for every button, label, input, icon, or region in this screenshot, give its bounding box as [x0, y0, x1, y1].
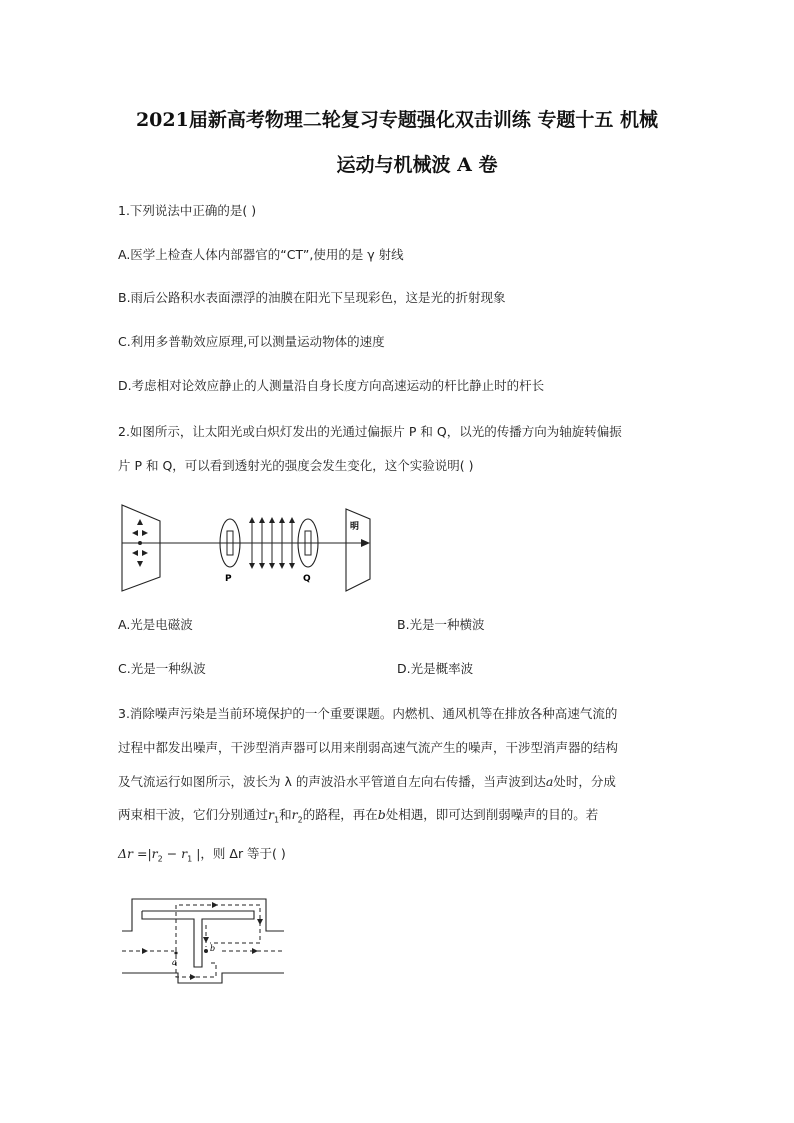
light-source-plate	[122, 505, 160, 591]
q3-stem-line3: 及气流运行如图所示，波长为 λ 的声波沿水平管道自左向右传播，当声波到达a处时，分成	[118, 774, 616, 789]
label-a: a	[172, 958, 177, 967]
q3-stem-line4: 两束相干波，它们分别通过$r_1$和$r_2$的路程，再在b处相遇，即可达到削弱噪声的目的。若	[118, 807, 599, 825]
label-bright: 明	[350, 522, 360, 532]
q1-option-a: A.医学上检查人体内部器官的“CT”,使用的是 γ 射线	[118, 247, 404, 262]
q1-option-d: D.考虑相对论效应静止的人测量沿自身长度方向高速运动的杆比静止时的杆长	[118, 378, 545, 393]
q1-option-b: B.雨后公路积水表面漂浮的油膜在阳光下呈现彩色，这是光的折射现象	[118, 290, 506, 305]
var-b: b	[377, 807, 386, 822]
label-q: Q	[303, 574, 311, 584]
q2-option-a: A.光是电磁波	[118, 617, 193, 632]
q1-option-c: C.利用多普勒效应原理,可以测量运动物体的速度	[118, 334, 385, 349]
point-b	[204, 949, 208, 953]
axis-arrowhead	[361, 539, 370, 547]
q1-stem: 1.下列说法中正确的是( )	[118, 203, 257, 218]
q2-option-d: D.光是概率波	[397, 661, 474, 676]
q2-stem-line2: 片 P 和 Q，可以看到透射光的强度会发生变化，这个实验说明( )	[118, 458, 474, 473]
q3-stem-line5: $\Delta r =|r_2 - r_1$ |，则 Δr 等于( )	[118, 846, 286, 864]
label-b: b	[210, 944, 216, 953]
silencer-figure	[118, 893, 288, 985]
q2-stem-line1: 2.如图所示，让太阳光或白炽灯发出的光通过偏振片 P 和 Q，以光的传播方向为轴旋转偏振	[118, 424, 622, 439]
var-a: a	[545, 774, 554, 789]
document-title-line1: 2021届新高考物理二轮复习专题强化双击训练 专题十五 机械	[135, 109, 659, 131]
q2-option-b: B.光是一种横波	[397, 617, 485, 632]
q3-stem-line1: 3.消除噪声污染是当前环境保护的一个重要课题。内燃机、通风机等在排放各种高速气流的	[118, 706, 618, 721]
q2-option-c: C.光是一种纵波	[118, 661, 206, 676]
point-a	[174, 951, 177, 954]
label-p: P	[225, 574, 232, 584]
polarizer-figure	[118, 495, 380, 595]
q3-stem-line2: 过程中都发出噪声，干涉型消声器可以用来削弱高速气流产生的噪声，干涉型消声器的结构	[118, 740, 619, 755]
document-title-line2: 运动与机械波 A 卷	[336, 154, 498, 176]
